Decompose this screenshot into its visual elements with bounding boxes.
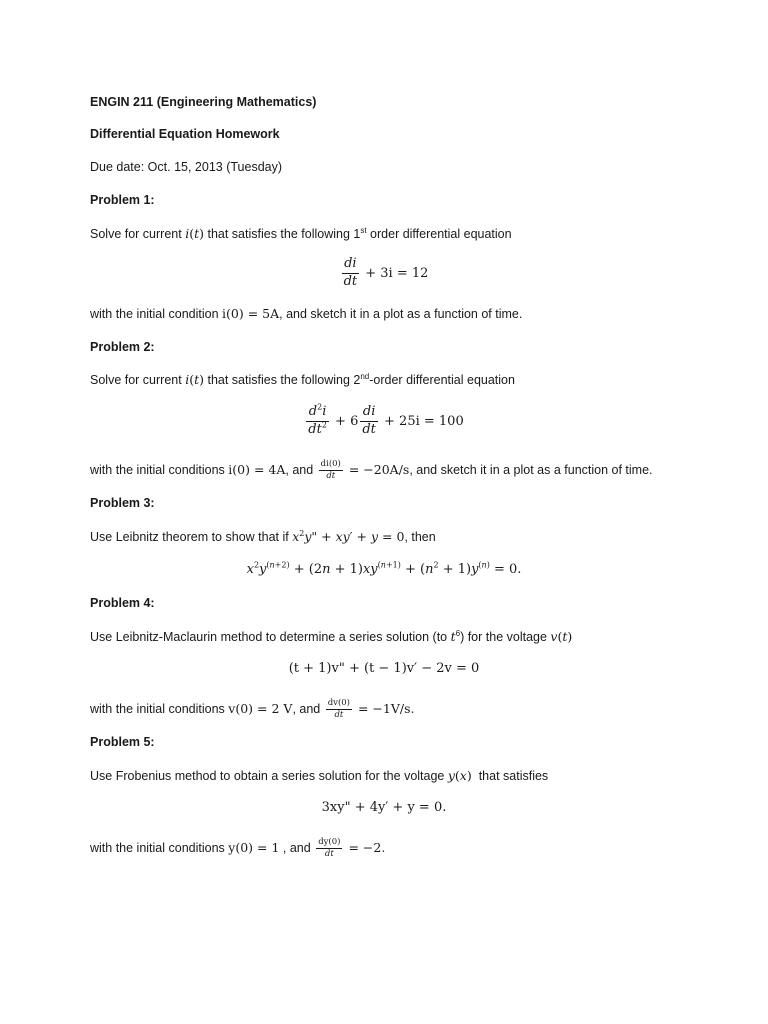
problem-4-equation: (t + 1)v" + (t − 1)v′ − 2v = 0 (288, 661, 480, 676)
problem-5-statement: Use Frobenius method to obtain a series solution for the voltage y(x) that satisfies (90, 768, 549, 783)
problem-1-statement: Solve for current i(t) that satisfies the following 1st order differential equation (90, 225, 512, 241)
problem-1-condition: with the initial condition i(0) = 5A, and sketch it in a plot as a function of time. (90, 306, 523, 321)
problem-4-statement: Use Leibnitz-Maclaurin method to determine a series solution (to $t^6$) for the voltage v(t) (90, 628, 573, 644)
course-title: ENGIN 211 (Engineering Mathematics) (90, 95, 317, 109)
problem-3-equation: $x^2y^{(n+2)} + (2n + 1)xy^{(n+1)} + (n^2 + 1)y^{(n)} = 0$. (246, 560, 522, 577)
problem-4-heading: Problem 4: (90, 596, 155, 610)
problem-2-heading: Problem 2: (90, 340, 155, 354)
problem-3-heading: Problem 3: (90, 496, 155, 510)
problem-2-statement: Solve for current i(t) that satisfies the following 2nd-order differential equation (90, 371, 515, 387)
problem-1-heading: Problem 1: (90, 193, 155, 207)
problem-4-condition: with the initial conditions v(0) = 2 V, and $\frac{dv(0)}{dt}$ = −1V/s. (90, 698, 415, 721)
problem-2-equation: $\frac{d^2i}{dt^2}$ + 6 $\frac{di}{dt}$ + 25i = 100 (308, 402, 464, 437)
homework-title: Differential Equation Homework (90, 127, 280, 141)
problem-1-equation: $\frac{di}{dt}$ + 3i = 12 (343, 256, 429, 289)
problem-2-condition: with the initial conditions i(0) = 4A, and $\frac{di(0)}{dt}$ = −20A/s, and sketch it in a plot as a function of time. (90, 459, 653, 482)
problem-3-statement: Use Leibnitz theorem to show that if $x^2y$" + xy′ + y = 0, then (90, 528, 436, 544)
problem-5-heading: Problem 5: (90, 735, 155, 749)
problem-5-condition: with the initial conditions y(0) = 1 , and $\frac{dy(0)}{dt}$ = −2. (90, 837, 386, 860)
due-date: Due date: Oct. 15, 2013 (Tuesday) (90, 160, 283, 174)
problem-5-equation: 3xy" + 4y′ + y = 0. (321, 800, 447, 815)
